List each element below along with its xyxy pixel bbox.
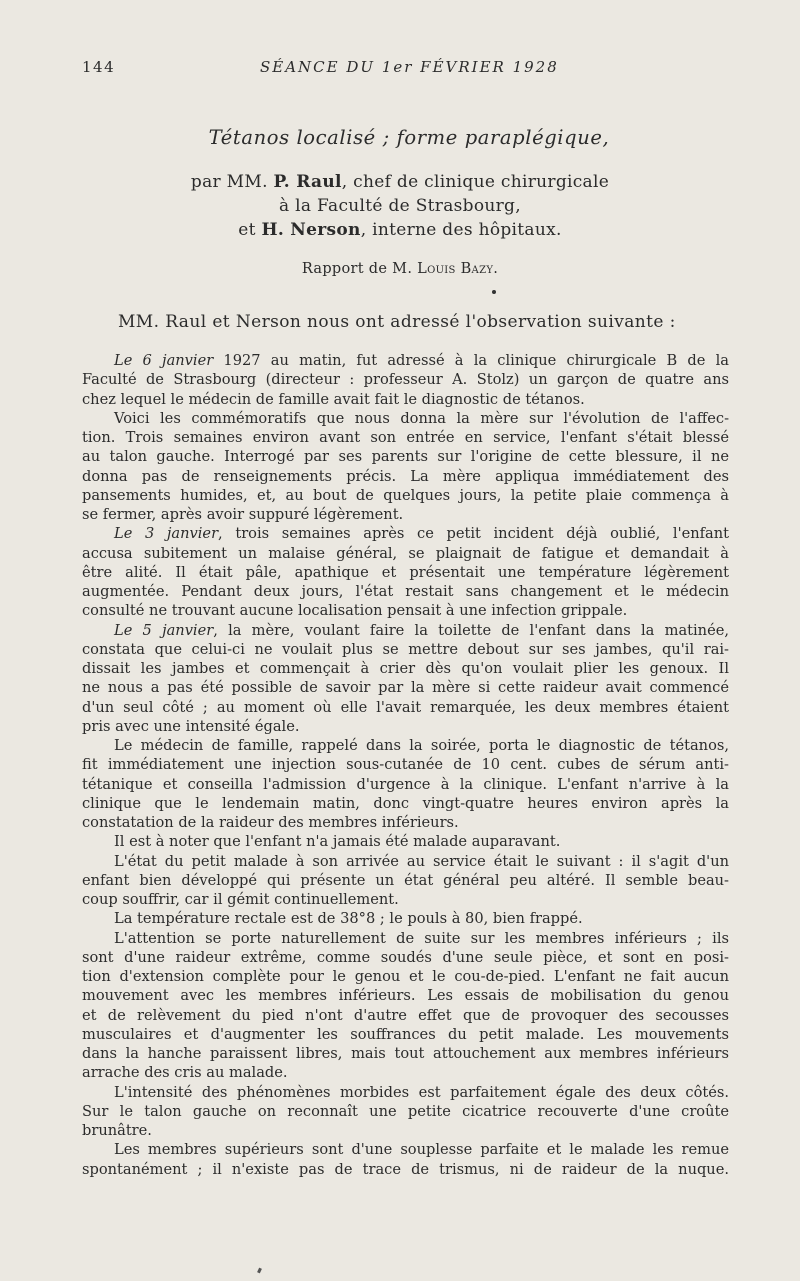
- authors-line-2: à la Faculté de Strasbourg,: [279, 196, 521, 216]
- print-mark: [257, 1268, 262, 1274]
- author-role-nerson: , interne des hôpitaux.: [360, 220, 562, 240]
- text-line-content: se fermer, après avoir suppuré légèrement.: [82, 506, 404, 523]
- text-line-content: au talon gauche. Interrogé par ses parents sur l'origine de cette blessure, il ne: [82, 448, 729, 466]
- text-line-content: Les membres supérieurs sont d'une souplesse parfaite et le malade les remue: [114, 1141, 729, 1159]
- text-line: [82, 890, 729, 909]
- text-line: [82, 370, 729, 389]
- text-line: [82, 1121, 729, 1140]
- text-line-content: fit immédiatement une injection sous-cutanée de 10 cent. cubes de sérum anti-: [82, 756, 729, 774]
- text-line-content: accusa subitement un malaise général, se plaignait de fatigue et demandait à: [82, 544, 729, 562]
- text-line-content: coup souffrir, car il gémit continuellement.: [82, 891, 399, 908]
- author-role-raul: , chef de clinique chirurgicale: [341, 172, 610, 192]
- text-line: [82, 813, 729, 832]
- running-head: [82, 58, 732, 80]
- article-title: Tétanos localisé ; forme paraplégique,: [208, 126, 610, 149]
- authors-prefix: par MM.: [190, 172, 274, 192]
- authors-block: [0, 170, 800, 242]
- text-line: [82, 1140, 729, 1159]
- text-line: [82, 447, 729, 466]
- text-line: [82, 505, 729, 524]
- text-line: [82, 1044, 729, 1063]
- rapport-prefix: Rapport de M.: [301, 261, 418, 277]
- text-line: [82, 717, 729, 736]
- authors-line-3: [0, 218, 800, 242]
- text-line: [82, 601, 729, 620]
- text-line: [82, 1102, 729, 1121]
- text-line-content: dans la hanche paraissent libres, mais tout attouchement aux membres inférieurs: [82, 1045, 729, 1062]
- text-line: [82, 563, 729, 582]
- article-body: [82, 351, 729, 1179]
- italic-date: Le 3 janvier: [114, 525, 219, 543]
- text-line: [82, 428, 729, 447]
- text-line: [82, 659, 729, 678]
- text-line-content: d'un seul côté ; au moment où elle l'avait remarquée, les deux membres étaient: [82, 698, 729, 716]
- text-line: [82, 621, 729, 640]
- text-line: [82, 698, 729, 717]
- text-line: [82, 986, 729, 1005]
- text-line-content: L'intensité des phénomènes morbides est parfaitement égale des deux côtés.: [114, 1083, 729, 1101]
- text-line: [82, 755, 729, 774]
- running-title: SÉANCE DU 1er FÉVRIER 1928: [260, 58, 559, 76]
- text-line: [82, 1063, 729, 1082]
- text-line-content: dissait les jambes et commençait à crier dès qu'on voulait plier les genoux. Il: [82, 660, 729, 677]
- text-line-content: arrache des cris au malade.: [82, 1064, 288, 1082]
- text-line: [82, 351, 729, 370]
- text-line-content: clinique que le lendemain matin, donc vingt-quatre heures environ après la: [82, 794, 729, 812]
- text-line: [82, 486, 729, 505]
- text-line: [82, 736, 729, 755]
- text-line: [82, 852, 729, 871]
- text-line: [82, 909, 729, 928]
- text-line: [82, 1083, 729, 1102]
- text-line-content: L'état du petit malade à son arrivée au service était le suivant : il s'agit d'un: [114, 852, 729, 870]
- text-line: [82, 390, 729, 409]
- text-line-content: mouvement avec les membres inférieurs. Les essais de mobilisation du genou: [82, 987, 729, 1005]
- text-line-content: spontanément ; il n'existe pas de trace de trismus, ni de raideur de la nuque.: [82, 1160, 729, 1178]
- text-line-content: constatation de la raideur des membres inférieurs.: [82, 814, 459, 831]
- text-line-content: , la mère, voulant faire la toilette de l'enfant dans la matinée,: [213, 621, 729, 639]
- rapport-line: [0, 261, 800, 277]
- text-line-content: brunâtre.: [82, 1122, 152, 1139]
- text-line-content: Sur le talon gauche on reconnaît une petite cicatrice recouverte d'une croûte: [82, 1102, 729, 1120]
- text-line: [82, 871, 729, 890]
- text-line: [82, 582, 729, 601]
- text-line: [82, 1006, 729, 1025]
- text-line: [82, 1025, 729, 1044]
- text-line-content: enfant bien développé qui présente un état général peu altéré. Il semble beau-: [82, 871, 729, 889]
- text-line-content: sont d'une raideur extrême, comme soudés d'une seule pièce, et sont en posi-: [82, 948, 729, 966]
- text-line-content: 1927 au matin, fut adressé à la clinique chirurgicale B de la: [213, 352, 729, 369]
- text-line-content: être alité. Il était pâle, apathique et présentait une température légèrement: [82, 563, 729, 581]
- separator-dot: [492, 290, 496, 294]
- text-line-content: Faculté de Strasbourg (directeur : professeur A. Stolz) un garçon de quatre ans: [82, 371, 729, 389]
- text-line: [82, 1160, 729, 1179]
- text-line: [82, 948, 729, 967]
- text-line-content: constata que celui-ci ne voulait plus se mettre debout sur ses jambes, qu'il rai-: [82, 640, 729, 658]
- text-line-content: Voici les commémoratifs que nous donna la mère sur l'évolution de l'affec-: [114, 409, 729, 427]
- text-line: [82, 775, 729, 794]
- text-line-content: tion. Trois semaines environ avant son entrée en service, l'enfant s'était blessé: [82, 429, 729, 446]
- text-line: [82, 524, 729, 543]
- text-line-content: , trois semaines après ce petit incident déjà oublié, l'enfant: [218, 525, 729, 543]
- text-line-content: Il est à noter que l'enfant n'a jamais été malade auparavant.: [114, 833, 561, 851]
- text-line-content: consulté ne trouvant aucune localisation pensait à une infection grippale.: [82, 602, 628, 620]
- text-line-content: tétanique et conseilla l'admission d'urgence à la clinique. L'enfant n'arrive à la: [82, 775, 729, 793]
- text-line-content: pansements humides, et, au bout de quelques jours, la petite plaie commença à: [82, 486, 729, 504]
- text-line-content: chez lequel le médecin de famille avait fait le diagnostic de tétanos.: [82, 390, 585, 408]
- authors-conjunction: et: [238, 220, 262, 240]
- italic-date: Le 6 janvier: [114, 352, 214, 369]
- author-name-nerson: H. Nerson: [261, 220, 361, 240]
- text-line-content: pris avec une intensité égale.: [82, 717, 300, 735]
- text-line: [82, 967, 729, 986]
- text-line-content: tion d'extension complète pour le genou et le cou-de-pied. L'enfant ne fait aucun: [82, 968, 729, 985]
- authors-line-1: [0, 170, 800, 194]
- rapport-suffix: .: [493, 261, 499, 277]
- text-line: [82, 794, 729, 813]
- text-line: [82, 678, 729, 697]
- rapporteur-name: Louis Bazy: [417, 261, 494, 277]
- text-line: [82, 409, 729, 428]
- text-line: [82, 544, 729, 563]
- text-line: [82, 929, 729, 948]
- text-line: [82, 467, 729, 486]
- text-line-content: La température rectale est de 38°8 ; le pouls à 80, bien frappé.: [114, 910, 583, 928]
- intro-sentence: MM. Raul et Nerson nous ont adressé l'observation suivante :: [118, 312, 676, 332]
- text-line: [82, 640, 729, 659]
- page-number: 144: [82, 58, 116, 76]
- text-line-content: L'attention se porte naturellement de suite sur les membres inférieurs ; ils: [114, 929, 729, 947]
- italic-date: Le 5 janvier: [114, 621, 214, 639]
- text-line-content: Le médecin de famille, rappelé dans la soirée, porta le diagnostic de tétanos,: [114, 737, 729, 754]
- text-line-content: ne nous a pas été possible de savoir par la mère si cette raideur avait commencé: [82, 679, 729, 697]
- author-name-raul: P. Raul: [273, 172, 342, 192]
- text-line-content: augmentée. Pendant deux jours, l'état restait sans changement et le médecin: [82, 583, 729, 600]
- text-line-content: donna pas de renseignements précis. La mère appliqua immédiatement des: [82, 467, 729, 485]
- text-line: [82, 832, 729, 851]
- text-line-content: et de relèvement du pied n'ont d'autre effet que de provoquer des secousses: [82, 1006, 729, 1024]
- text-line-content: musculaires et d'augmenter les souffrances du petit malade. Les mouvements: [82, 1025, 729, 1043]
